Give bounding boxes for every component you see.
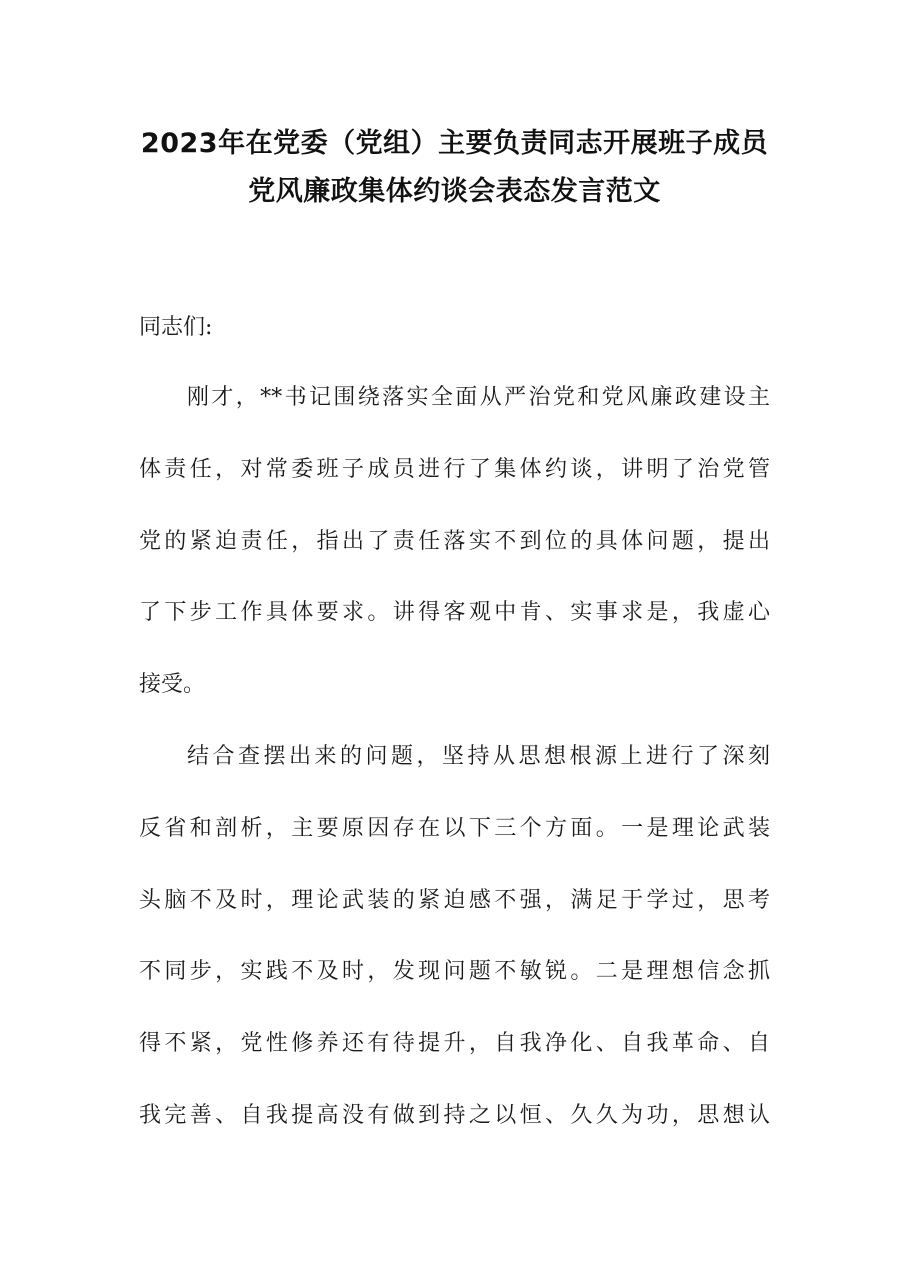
paragraph-2-line-4: 不同步，实践不及时，发现问题不敏锐。二是理想信念抓 [139,959,770,984]
salutation: 同志们: [139,315,213,340]
paragraph-1-line-1: 刚才，**书记围绕落实全面从严治党和党风廉政建设主 [187,385,770,410]
paragraph-2-line-6: 我完善、自我提高没有做到持之以恒、久久为功，思想认 [139,1103,770,1128]
paragraph-2-line-1: 结合查摆出来的问题，坚持从思想根源上进行了深刻 [187,744,770,769]
paragraph-1-line-2: 体责任，对常委班子成员进行了集体约谈，讲明了治党管 [139,457,770,482]
paragraph-2-line-5: 得不紧，党性修养还有待提升，自我净化、自我革命、自 [139,1031,770,1056]
paragraph-1-line-4: 了下步工作具体要求。讲得客观中肯、实事求是，我虚心 [139,600,770,625]
paragraph-1-line-3: 党的紧迫责任，指出了责任落实不到位的具体问题，提出 [139,529,770,554]
document-title-line-1: 2023年在党委（党组）主要负责同志开展班子成员 [140,128,769,159]
document-title-line-2: 党风廉政集体约谈会表态发言范文 [248,176,661,207]
paragraph-2-line-3: 头脑不及时，理论武装的紧迫感不强，满足于学过，思考 [139,888,770,913]
paragraph-2-line-2: 反省和剖析，主要原因存在以下三个方面。一是理论武装 [139,816,770,841]
paragraph-1-line-5: 接受。 [139,672,206,697]
